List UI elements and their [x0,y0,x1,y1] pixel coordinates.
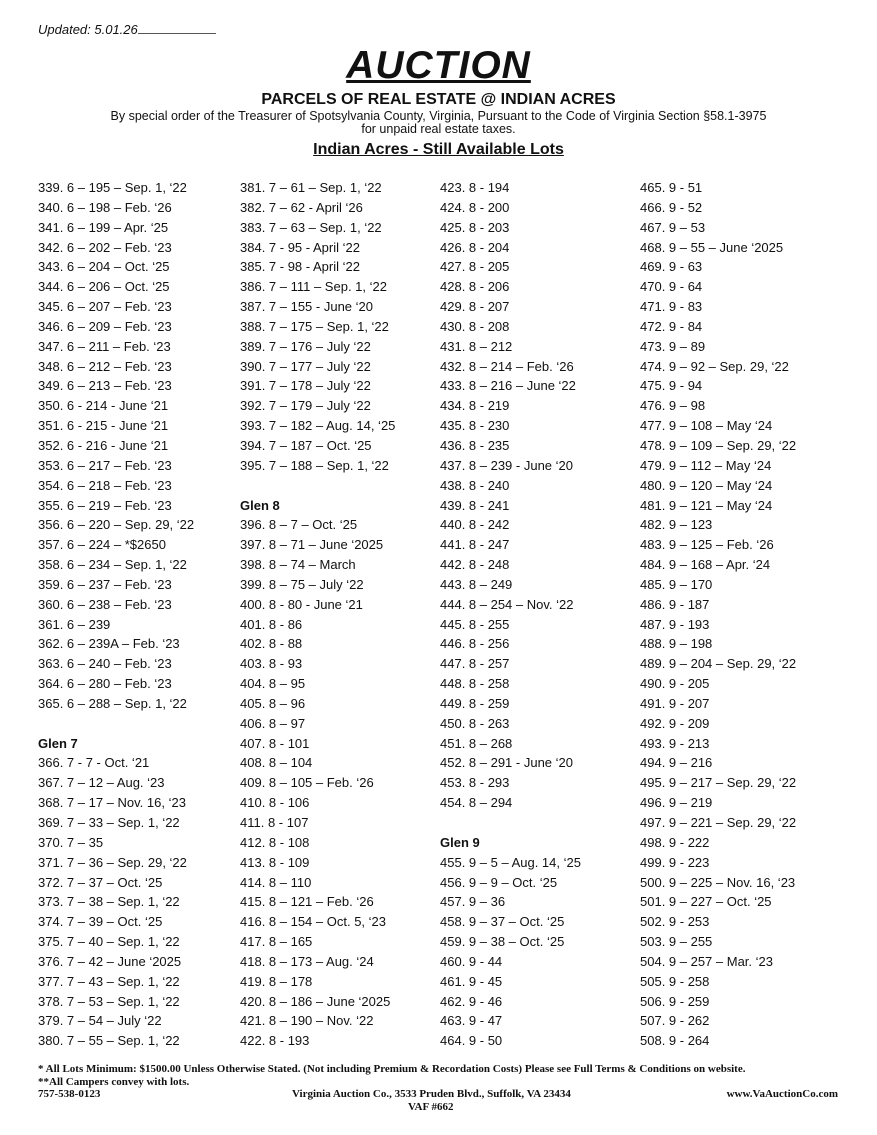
lot-entry: 498. 9 - 222 [640,834,710,850]
lot-entry: 342. 6 – 202 – Feb. ‘23 [38,239,172,255]
lot-entry: 340. 6 – 198 – Feb. ‘26 [38,199,172,215]
lot-entry: 507. 9 - 262 [640,1013,710,1029]
lot-entry: 361. 6 – 239 [38,616,111,632]
lot-entry: 439. 8 - 241 [440,497,510,513]
lot-entry: 461. 9 - 45 [440,973,503,989]
lot-entry: 457. 9 – 36 [440,894,506,910]
lot-entry: 476. 9 – 98 [640,398,706,414]
lot-entry: 420. 8 – 186 – June ‘2025 [240,993,391,1009]
lot-entry: 477. 9 – 108 – May ‘24 [640,418,773,434]
lot-entry: 360. 6 – 238 – Feb. ‘23 [38,596,172,612]
lot-entry: 473. 9 – 89 [640,338,706,354]
lot-entry: 440. 8 - 242 [440,517,510,533]
lot-entry: 501. 9 – 227 – Oct. ‘25 [640,894,772,910]
lot-entry: 383. 7 – 63 – Sep. 1, ‘22 [240,219,382,235]
lot-entry: 362. 6 – 239A – Feb. ‘23 [38,636,180,652]
lot-entry: 491. 9 - 207 [640,695,710,711]
lot-entry: 386. 7 – 111 – Sep. 1, ‘22 [240,279,387,295]
footer-vaf-number: VAF #662 [408,1100,454,1113]
lot-entry: 475. 9 - 94 [640,378,703,394]
lot-entry: 445. 8 - 255 [440,616,510,632]
footer-website[interactable]: www.VaAuctionCo.com [726,1088,838,1100]
order-line-1: By special order of the Treasurer of Spotsylvania County, Virginia, Pursuant to the Code of Virginia Section §58.1-3975 [110,109,767,123]
lot-entry: 465. 9 - 51 [640,180,703,195]
updated-date: Updated: 5.01.26 [38,22,216,37]
lot-entry: 389. 7 – 176 – July ‘22 [240,338,371,354]
lot-entry: 479. 9 – 112 – May ‘24 [640,457,772,473]
lot-entry: 399. 8 – 75 – July ‘22 [240,576,364,592]
lot-entry: 444. 8 – 254 – Nov. ‘22 [440,596,574,612]
lot-entry: 357. 6 – 224 – *$2650 [38,537,166,553]
lot-entry: 368. 7 – 17 – Nov. 16, ‘23 [38,795,186,811]
footer-company: Virginia Auction Co., 3533 Pruden Blvd., Suffolk, VA 23434 [292,1088,571,1100]
lot-entry: 403. 8 - 93 [240,656,303,672]
lot-entry: 437. 8 – 239 - June ‘20 [440,457,573,473]
order-statement [0,110,877,136]
lot-entry: 349. 6 – 213 – Feb. ‘23 [38,378,172,394]
lot-entry: 350. 6 - 214 - June ‘21 [38,398,169,414]
lot-entry: 427. 8 - 205 [440,259,510,275]
lot-entry: 392. 7 – 179 – July ‘22 [240,398,371,414]
lot-entry: 483. 9 – 125 – Feb. ‘26 [640,537,774,553]
lot-entry: 453. 8 - 293 [440,775,510,791]
lot-entry: 486. 9 - 187 [640,596,710,612]
lot-entry: 458. 9 – 37 – Oct. ‘25 [440,914,565,930]
lot-entry: 489. 9 – 204 – Sep. 29, ‘22 [640,656,797,672]
lot-entry: 506. 9 - 259 [640,993,710,1009]
lot-entry: 454. 8 – 294 [440,795,513,811]
lots-column-1 [38,178,194,1051]
lot-entry: 434. 8 - 219 [440,398,510,414]
lot-entry: 470. 9 - 64 [640,279,703,295]
lot-entry: 353. 6 – 217 – Feb. ‘23 [38,457,172,473]
lot-entry: 452. 8 – 291 - June ‘20 [440,755,573,771]
lot-entry: 464. 9 - 50 [440,1033,503,1049]
lot-entry: 431. 8 – 212 [440,338,513,354]
lot-entry: 417. 8 – 165 [240,934,313,950]
lot-entry: 351. 6 - 215 - June ‘21 [38,418,169,434]
lot-entry: 412. 8 - 108 [240,834,310,850]
lot-entry: 455. 9 – 5 – Aug. 14, ‘25 [440,854,581,870]
lot-entry: 404. 8 – 95 [240,676,306,692]
lot-entry: 433. 8 – 216 – June ‘22 [440,378,576,394]
lot-entry: 343. 6 – 204 – Oct. ‘25 [38,259,170,275]
lot-entry: 380. 7 – 55 – Sep. 1, ‘22 [38,1033,180,1049]
lot-entry: 422. 8 - 193 [240,1033,310,1049]
lot-entry: 371. 7 – 36 – Sep. 29, ‘22 [38,854,187,870]
lot-entry: 415. 8 – 121 – Feb. ‘26 [240,894,374,910]
lot-entry: 364. 6 – 280 – Feb. ‘23 [38,676,172,692]
lot-entry: 469. 9 - 63 [640,259,703,275]
lot-entry: 472. 9 - 84 [640,318,703,334]
lot-entry: 373. 7 – 38 – Sep. 1, ‘22 [38,894,180,910]
lot-entry: 394. 7 – 187 – Oct. ‘25 [240,437,372,453]
lot-entry: 424. 8 - 200 [440,199,510,215]
footer-note-minimum: * All Lots Minimum: $1500.00 Unless Otherwise Stated. (Not including Premium & Recordation Costs) Please see Full Terms & Conditions on website. [38,1063,746,1075]
lot-entry: 397. 8 – 71 – June ‘2025 [240,537,384,553]
lot-entry: 438. 8 - 240 [440,477,510,493]
lot-entry: 499. 9 - 223 [640,854,710,870]
section-heading: Indian Acres - Still Available Lots [313,141,564,158]
lot-entry: 358. 6 – 234 – Sep. 1, ‘22 [38,557,187,573]
lot-entry: 480. 9 – 120 – May ‘24 [640,477,773,493]
lot-entry: 372. 7 – 37 – Oct. ‘25 [38,874,163,890]
lot-entry: 398. 8 – 74 – March [240,557,356,573]
lot-entry: 402. 8 - 88 [240,636,303,652]
lot-entry: 462. 9 - 46 [440,993,503,1009]
lot-entry: 449. 8 - 259 [440,695,510,711]
lot-entry: 508. 9 - 264 [640,1033,710,1049]
spacer [38,714,194,734]
lot-entry: 352. 6 - 216 - June ‘21 [38,437,169,453]
lot-entry: 377. 7 – 43 – Sep. 1, ‘22 [38,973,180,989]
lot-entry: 387. 7 – 155 - June ‘20 [240,299,373,315]
lot-entry: 505. 9 - 258 [640,973,710,989]
lot-entry: 478. 9 – 109 – Sep. 29, ‘22 [640,437,797,453]
lot-entry: 495. 9 – 217 – Sep. 29, ‘22 [640,775,797,791]
lot-entry: 474. 9 – 92 – Sep. 29, ‘22 [640,358,789,374]
footer-phone: 757-538-0123 [38,1088,101,1100]
lot-entry: 482. 9 – 123 [640,517,713,533]
lot-entry: 382. 7 – 62 - April ‘26 [240,199,363,215]
lot-entry: 345. 6 – 207 – Feb. ‘23 [38,299,172,315]
lot-entry: 408. 8 – 104 [240,755,313,771]
lots-column-2 [240,178,395,1051]
lot-entry: 348. 6 – 212 – Feb. ‘23 [38,358,172,374]
lot-entry: 500. 9 – 225 – Nov. 16, ‘23 [640,874,796,890]
footer-note-campers: **All Campers convey with lots. [38,1075,190,1088]
order-line-2: for unpaid real estate taxes. [361,122,516,136]
lot-entry: 487. 9 - 193 [640,616,710,632]
lot-entry: 442. 8 - 248 [440,557,510,573]
lot-entry: 492. 9 - 209 [640,715,710,731]
lot-entry: 391. 7 – 178 – July ‘22 [240,378,371,394]
lot-entry: 376. 7 – 42 – June ‘2025 [38,953,182,969]
lot-entry: 370. 7 – 35 [38,834,104,850]
page-subtitle: PARCELS OF REAL ESTATE @ INDIAN ACRES [261,91,616,108]
lot-entry: 481. 9 – 121 – May ‘24 [640,497,773,513]
lot-entry: 435. 8 - 230 [440,418,510,434]
lot-entry: 374. 7 – 39 – Oct. ‘25 [38,914,163,930]
lot-entry: 388. 7 – 175 – Sep. 1, ‘22 [240,318,389,334]
lot-entry: 355. 6 – 219 – Feb. ‘23 [38,497,172,513]
lot-entry: 375. 7 – 40 – Sep. 1, ‘22 [38,934,180,950]
lot-entry: 407. 8 - 101 [240,735,310,751]
lot-entry: 446. 8 - 256 [440,636,510,652]
lot-entry: 409. 8 – 105 – Feb. ‘26 [240,775,374,791]
lot-entry: 413. 8 - 109 [240,854,310,870]
lot-entry: 503. 9 – 255 [640,934,713,950]
lot-entry: 395. 7 – 188 – Sep. 1, ‘22 [240,457,389,473]
lot-entry: 428. 8 - 206 [440,279,510,295]
lot-entry: 421. 8 – 190 – Nov. ‘22 [240,1013,374,1029]
lot-entry: 381. 7 – 61 – Sep. 1, ‘22 [240,180,382,195]
lot-entry: 346. 6 – 209 – Feb. ‘23 [38,318,172,334]
lot-entry: 410. 8 - 106 [240,795,310,811]
lot-entry: 400. 8 - 80 - June ‘21 [240,596,363,612]
lot-entry: 471. 9 - 83 [640,299,703,315]
lot-entry: 385. 7 - 98 - April ‘22 [240,259,360,275]
lot-entry: 396. 8 – 7 – Oct. ‘25 [240,517,358,533]
lot-entry: 468. 9 – 55 – June ‘2025 [640,239,784,255]
lot-entry: 390. 7 – 177 – July ‘22 [240,358,371,374]
lot-entry: 460. 9 - 44 [440,953,503,969]
lot-entry: 418. 8 – 173 – Aug. ‘24 [240,953,374,969]
lot-entry: 488. 9 – 198 [640,636,713,652]
lot-entry: 443. 8 – 249 [440,576,513,592]
lot-entry: 419. 8 – 178 [240,973,313,989]
lot-entry: 448. 8 - 258 [440,676,510,692]
lot-entry: 344. 6 – 206 – Oct. ‘25 [38,279,170,295]
lot-entry: 339. 6 – 195 – Sep. 1, ‘22 [38,180,187,195]
lot-entry: 496. 9 – 219 [640,795,713,811]
spacer [440,813,581,833]
lot-entry: 411. 8 - 107 [240,815,309,830]
lot-entry: 356. 6 – 220 – Sep. 29, ‘22 [38,517,195,533]
spacer [240,476,395,496]
lot-entry: 450. 8 - 263 [440,715,510,731]
lot-entry: 414. 8 – 110 [240,874,312,890]
page-title: AUCTION [346,44,531,87]
lot-entry: 359. 6 – 237 – Feb. ‘23 [38,576,172,592]
lot-entry: 485. 9 – 170 [640,576,713,592]
lot-entry: 429. 8 - 207 [440,299,510,315]
lot-entry: 463. 9 - 47 [440,1013,503,1029]
lot-entry: 504. 9 – 257 – Mar. ‘23 [640,953,773,969]
lot-entry: 430. 8 - 208 [440,318,510,334]
lot-entry: 341. 6 – 199 – Apr. ‘25 [38,219,169,235]
lot-entry: 416. 8 – 154 – Oct. 5, ‘23 [240,914,386,930]
glen-section-heading: Glen 8 [240,497,280,513]
lot-entry: 441. 8 - 247 [440,537,510,553]
lot-entry: 384. 7 - 95 - April ‘22 [240,239,360,255]
lot-entry: 484. 9 – 168 – Apr. ‘24 [640,557,771,573]
lot-entry: 490. 9 - 205 [640,676,710,692]
lot-entry: 406. 8 – 97 [240,715,306,731]
lot-entry: 369. 7 – 33 – Sep. 1, ‘22 [38,815,180,830]
lot-entry: 365. 6 – 288 – Sep. 1, ‘22 [38,695,187,711]
lot-entry: 436. 8 - 235 [440,437,510,453]
lot-entry: 379. 7 – 54 – July ‘22 [38,1013,162,1029]
lot-entry: 347. 6 – 211 – Feb. ‘23 [38,338,171,354]
lot-entry: 459. 9 – 38 – Oct. ‘25 [440,934,565,950]
lot-entry: 426. 8 - 204 [440,239,510,255]
lot-entry: 378. 7 – 53 – Sep. 1, ‘22 [38,993,180,1009]
lot-entry: 497. 9 – 221 – Sep. 29, ‘22 [640,815,797,830]
lot-entry: 447. 8 - 257 [440,656,510,672]
lot-entry: 494. 9 – 216 [640,755,713,771]
lot-entry: 423. 8 - 194 [440,180,510,195]
lot-entry: 366. 7 - 7 - Oct. ‘21 [38,755,150,771]
lot-entry: 467. 9 – 53 [640,219,706,235]
lot-entry: 393. 7 – 182 – Aug. 14, ‘25 [240,418,396,434]
lots-column-4 [640,178,796,1051]
footer [38,1063,838,1113]
lot-entry: 354. 6 – 218 – Feb. ‘23 [38,477,172,493]
lot-entry: 451. 8 – 268 [440,735,513,751]
glen-section-heading: Glen 7 [38,735,78,751]
lot-entry: 432. 8 – 214 – Feb. ‘26 [440,358,574,374]
lot-entry: 401. 8 - 86 [240,616,303,632]
lot-entry: 493. 9 - 213 [640,735,710,751]
glen-section-heading: Glen 9 [440,834,480,850]
lot-entry: 405. 8 – 96 [240,695,306,711]
lot-entry: 502. 9 - 253 [640,914,710,930]
lot-entry: 425. 8 - 203 [440,219,510,235]
lot-entry: 363. 6 – 240 – Feb. ‘23 [38,656,172,672]
lot-entry: 456. 9 – 9 – Oct. ‘25 [440,874,558,890]
lots-column-3 [440,178,581,1051]
lot-entry: 367. 7 – 12 – Aug. ‘23 [38,775,165,791]
lot-entry: 466. 9 - 52 [640,199,703,215]
